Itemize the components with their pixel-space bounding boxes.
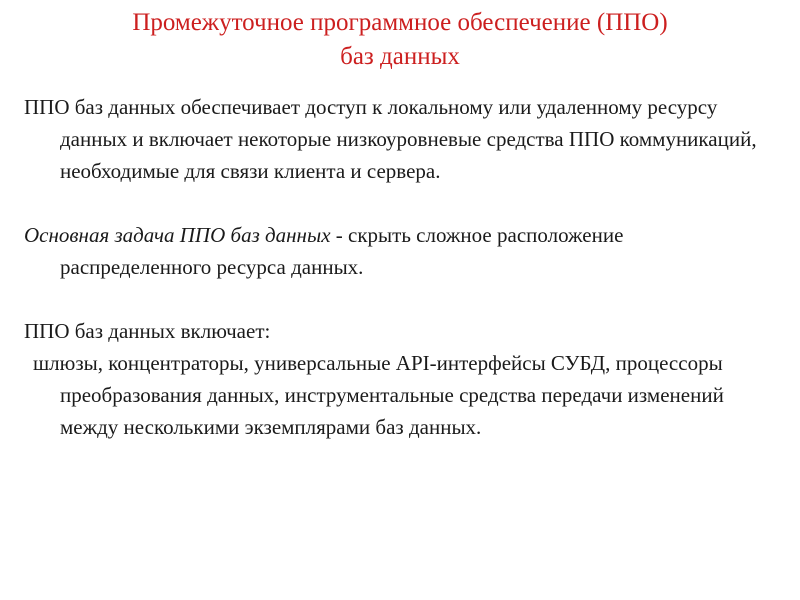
main-task-text: - скрыть сложное расположение распределенного ресурса данных.: [60, 223, 624, 279]
main-task-emphasis: Основная задача ППО баз данных: [24, 223, 331, 247]
slide-body: [24, 91, 764, 443]
slide-title-line-2: баз данных: [340, 43, 460, 70]
paragraph-spacer: [24, 283, 764, 315]
paragraph-main-task: [24, 219, 764, 283]
paragraph-access: ППО баз данных обеспечивает доступ к локальному или удаленному ресурсу данных и включает некоторые низкоуровневые средства ППО коммуникаций, необходимые для связи клиента и сервера.: [24, 95, 757, 183]
paragraph-includes-list: шлюзы, концентраторы, универсальные API-интерфейсы СУБД, процессоры преобразования данных, инструментальные средства передачи изменений между несколькими экземплярами баз данных.: [33, 351, 724, 439]
slide-title-line-1: Промежуточное программное обеспечение (ППО): [132, 9, 668, 36]
slide-title: [40, 6, 760, 74]
paragraph-spacer: [24, 187, 764, 219]
paragraph-includes-heading: ППО баз данных включает:: [24, 319, 271, 343]
